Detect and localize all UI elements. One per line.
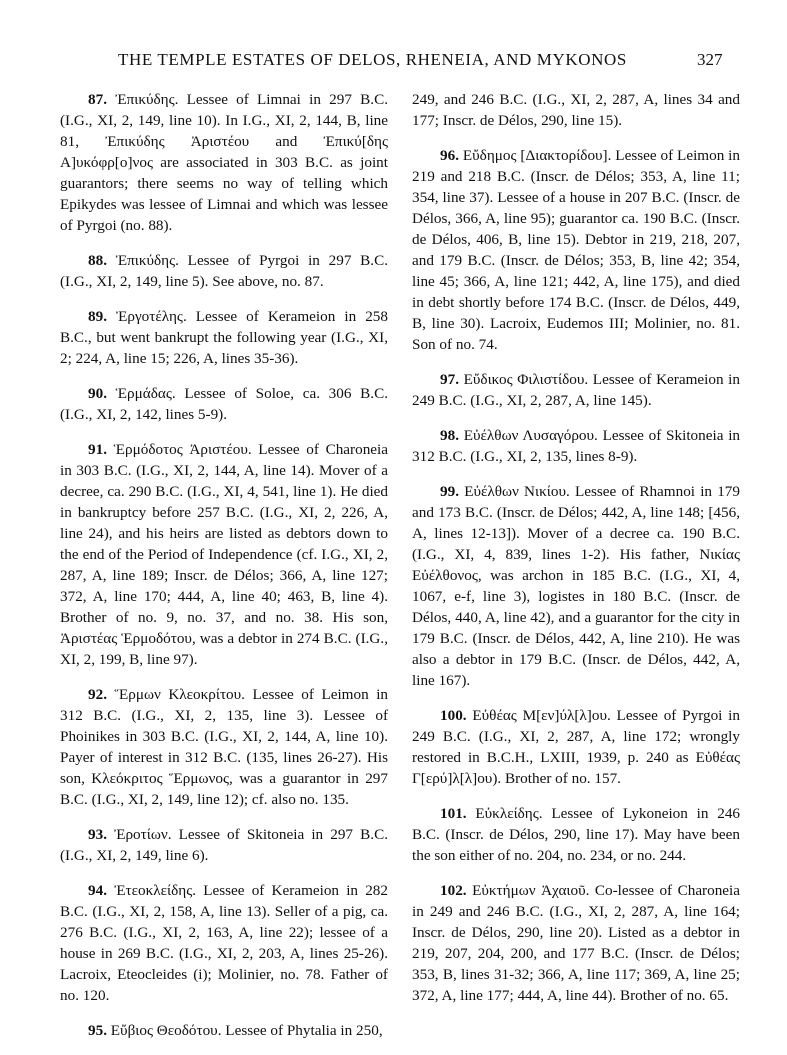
entry-95-continued: 249, and 246 B.C. (I.G., XI, 2, 287, A, lines 34 and 177; Inscr. de Délos, 290, line 15). [412,91,740,129]
entry-87: 87. Ἐπικύδης. Lessee of Limnai in 297 B.C. (I.G., XI, 2, 149, line 10). In I.G., XI, 2, 144, B, line 81, Ἐπικύδης Ἀριστέου and Ἐπικύ[δης Α]υκόφρ[ο]νος are associated in 303 B.C. as joint guarantors; there seems no way of telling which Epikydes was lessee of Limnai and which was lessee of Pyrgoi (no. 88). [60,91,388,234]
entry-89: 89. Ἐργοτέλης. Lessee of Kerameion in 258 B.C., but went bankrupt the following year (I.G., XI, 2; 224, A, line 15; 226, A, lines 35-36). [60,308,388,367]
entry-90: 90. Ἑρμάδας. Lessee of Soloe, ca. 306 B.C. (I.G., XI, 2, 142, lines 5-9). [60,385,388,423]
entry-97: 97. Εὔδικος Φιλιστίδου. Lessee of Kerameion in 249 B.C. (I.G., XI, 2, 287, A, line 145). [412,371,740,409]
entry-93: 93. Ἐροτίων. Lessee of Skitoneia in 297 B.C. (I.G., XI, 2, 149, line 6). [60,826,389,864]
entry-88: 88. Ἐπικύδης. Lessee of Pyrgoi in 297 B.C. (I.G., XI, 2, 149, line 5). See above, no. 87. [60,252,389,290]
page-number: 327 [697,50,723,69]
entry-101: 101. Εὐκλείδης. Lessee of Lykoneion in 246 B.C. (Inscr. de Délos, 290, line 17). May have been the son either of no. 204, no. 234, or no. 244. [412,805,741,864]
entry-100: 100. Εὐθέας Μ[εν]ύλ[λ]ου. Lessee of Pyrgoi in 249 B.C. (I.G., XI, 2, 287, A, line 172; wrongly restored in B.C.H., LXIII, 1939, p. 240 as Εὐθέας Γ[ερύ]λ[λ]ου). Brother of no. 157. [412,707,740,787]
left-column [60,89,388,1055]
entry-92: 92. Ἕρμων Κλεοκρίτου. Lessee of Leimon in 312 B.C. (I.G., XI, 2, 135, line 3). Lessee of Phoinikes in 303 B.C. (I.G., XI, 2, 144, A, line 10). Payer of interest in 312 B.C. (135, lines 26-27). His son, Κλεόκριτος Ἕρμωνος, was a guarantor in 297 B.C. (I.G., XI, 2, 149, line 12); cf. also no. 135. [60,686,389,808]
entry-94: 94. Ἐτεοκλείδης. Lessee of Kerameion in 282 B.C. (I.G., XI, 2, 158, A, line 13). Seller of a pig, ca. 276 B.C. (I.G., XI, 2, 163, A, line 22); lessee of a house in 269 B.C. (I.G., XI, 2, 203, A, lines 25-26). Lacroix, Eteocleides (i); Molinier, no. 78. Father of no. 120. [60,882,388,1004]
page-header [0,50,787,78]
entry-102: 102. Εὐκτήμων Ἀχαιοῦ. Co-lessee of Charoneia in 249 and 246 B.C. (I.G., XI, 2, 287, A, line 164; Inscr. de Délos, 290, line 20). Listed as a debtor in 219, 207, 204, 200, and 177 B.C. (Inscr. de Délos; 353, B, lines 31-32; 366, A, line 117; 369, A, line 25; 372, A, line 177; 444, A, line 44). Brother of no. 65. [412,882,741,1004]
entry-99: 99. Εὐέλθων Νικίου. Lessee of Rhamnoi in 179 and 173 B.C. (Inscr. de Délos; 442, A, line 148; [456, A, lines 12-13]). Mover of a decree ca. 190 B.C. (I.G., XI, 4, 839, lines 1-2). His father, Νικίας Εὐέλθονος, was archon in 185 B.C. (I.G., XI, 4, 1067, e-f, line 3), logistes in 180 B.C. (Inscr. de Délos, 440, A, line 42), and a guarantor for the city in 179 B.C. (Inscr. de Délos, 442, A, line 210). He was also a debtor in 179 B.C. (Inscr. de Délos, 442, A, line 167). [412,483,740,689]
running-head: THE TEMPLE ESTATES OF DELOS, RHENEIA, AND MYKONOS [118,50,627,69]
entry-98: 98. Εὐέλθων Λυσαγόρου. Lessee of Skitoneia in 312 B.C. (I.G., XI, 2, 135, lines 8-9). [412,427,741,465]
right-column [412,89,740,1020]
entry-96: 96. Εὔδημος [Διακτορίδου]. Lessee of Leimon in 219 and 218 B.C. (Inscr. de Délos; 353, A, line 11; 354, line 37). Lessee of a house in 207 B.C. (Inscr. de Délos, 366, A, line 95); guarantor ca. 190 B.C. (Inscr. de Délos, 406, B, line 15). Debtor in 219, 218, 207, and 179 B.C. (Inscr. de Délos; 353, B, line 42; 354, line 45; 366, A, line 121; 442, A, line 175), and died in debt shortly before 174 B.C. (Inscr. de Délos, 449, B, line 30). Lacroix, Eudemos III; Molinier, no. 81. Son of no. 74. [412,147,740,353]
entry-91: 91. Ἑρμόδοτος Ἀριστέου. Lessee of Charoneia in 303 B.C. (I.G., XI, 2, 144, A, line 14). Mover of a decree, ca. 290 B.C. (I.G., XI, 4, 541, line 1). He died in bankruptcy before 257 B.C. (I.G., XI, 2, 226, A, line 24), and his heirs are listed as debtors down to the end of the Period of Independence (cf. I.G., XI, 2, 287, A, line 189; Inscr. de Délos; 366, A, line 127; 372, A, line 170; 444, A, line 40; 463, B, line 4). Brother of no. 9, no. 37, and no. 38. His son, Ἀριστέας Ἑρμοδότου, was a debtor in 274 B.C. (I.G., XI, 2, 199, B, line 97). [60,441,388,668]
entry-95: 95. Εὔβιος Θεοδότου. Lessee of Phytalia in 250, [88,1022,383,1039]
